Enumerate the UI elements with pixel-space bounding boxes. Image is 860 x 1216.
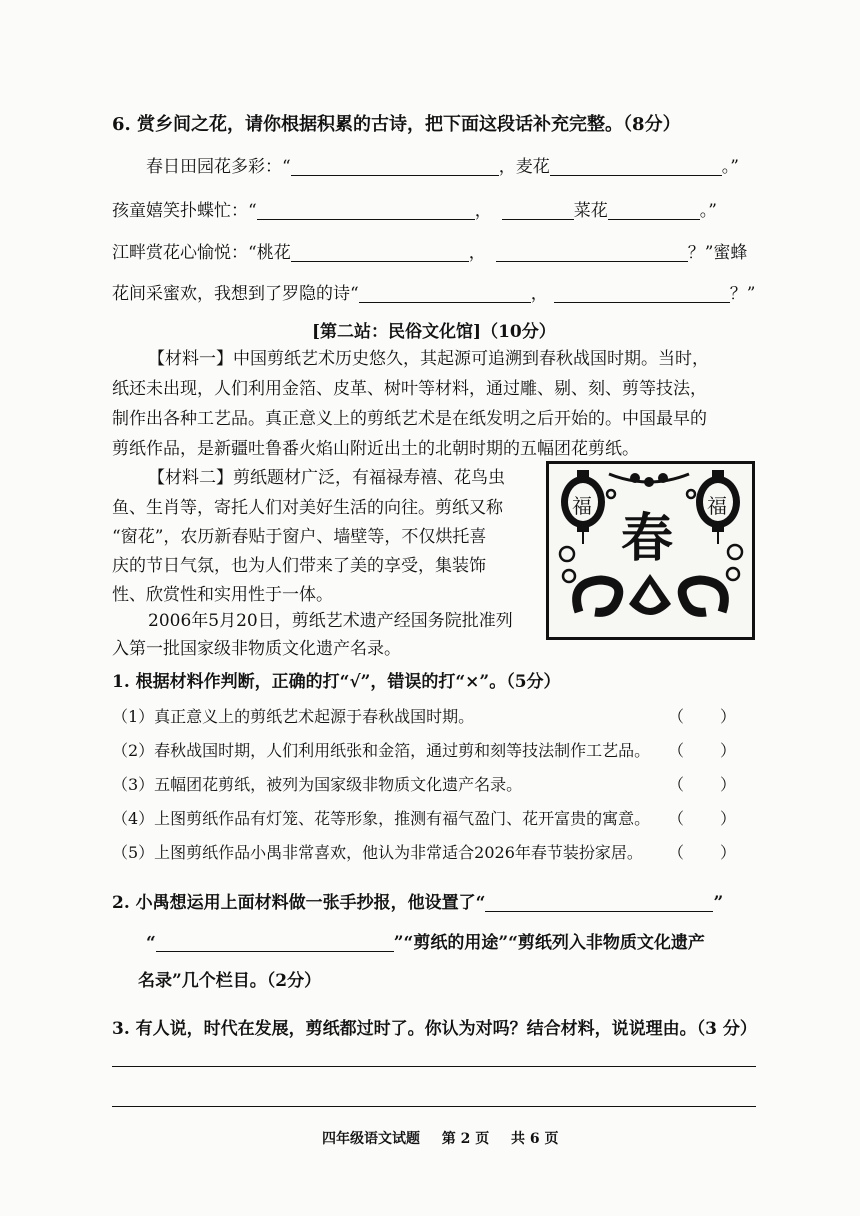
- paren-open: （: [668, 843, 685, 862]
- q6-line3-text-a: 江畔赏花心愉悦：“桃花: [112, 243, 291, 263]
- material1-line: 剪纸作品，是新疆吐鲁番火焰山附近出土的北朝时期的五幅团花剪纸。: [112, 439, 639, 459]
- q6-line2-text-c: 菜花: [573, 201, 608, 221]
- q6-line3-text-b: ，: [468, 243, 486, 263]
- answer-blank[interactable]: [550, 157, 722, 176]
- q2-line2-text: ”“剪纸的用途”“剪纸列入非物质文化遗产: [393, 933, 705, 953]
- material1-line: 制作出各种工艺品。真正意义上的剪纸艺术是在纸发明之后开始的。中国最早的: [112, 409, 707, 429]
- q2-line2: [146, 928, 705, 953]
- q6-line4-text-c: ？”: [729, 284, 756, 304]
- paren-open: （: [668, 809, 685, 828]
- answer-blank[interactable]: [502, 201, 574, 220]
- footer-total: 共 6 页: [511, 1131, 559, 1147]
- footer: [322, 1128, 559, 1148]
- answer-blank[interactable]: [257, 201, 475, 220]
- q1-item: （4）上图剪纸作品有灯笼、花等形象，推测有福气盈门、花开富贵的寓意。: [112, 809, 651, 828]
- ornament-icon: [577, 574, 725, 615]
- judgement-parens[interactable]: [668, 704, 736, 727]
- material2-line: “窗花”，农历新春贴于窗户、墙壁等，不仅烘托喜: [112, 527, 487, 547]
- paren-close: ）: [720, 843, 737, 862]
- answer-blank[interactable]: [496, 243, 688, 262]
- paren-open: （: [668, 775, 685, 794]
- q1-item: （5）上图剪纸作品小禺非常喜欢，他认为非常适合2026年春节装扮家居。: [112, 843, 643, 862]
- q6-line2-text-a: 孩童嬉笑扑蝶忙：“: [112, 201, 257, 221]
- q3-title: 3. 有人说，时代在发展，剪纸都过时了。你认为对吗？结合材料，说说理由。（3 分）: [112, 1019, 757, 1039]
- papercut-image: [546, 461, 755, 640]
- footer-subject: 四年级语文试题: [322, 1131, 420, 1147]
- answer-blank[interactable]: [554, 284, 730, 303]
- judgement-parens[interactable]: [668, 772, 736, 795]
- material2-line: 性、欣赏性和实用性于一体。: [112, 585, 333, 605]
- material3-line: 2006年5月20日，剪纸艺术遗产经国务院批准列: [148, 611, 513, 631]
- section-heading: [第二站：民俗文化馆]（10分）: [312, 322, 556, 342]
- paren-open: （: [668, 707, 685, 726]
- answer-blank[interactable]: [608, 201, 700, 220]
- answer-blank[interactable]: [291, 157, 499, 176]
- q6-line4-text-a: 花间采蜜欢，我想到了罗隐的诗“: [112, 284, 359, 304]
- q6-line2-text-b: ，: [474, 201, 492, 221]
- q1-item: （2）春秋战国时期，人们利用纸张和金箔，通过剪和刻等技法制作工艺品。: [112, 741, 651, 760]
- footer-page: 第 2 页: [441, 1131, 490, 1147]
- q6-line4-text-b: ，: [530, 284, 548, 304]
- q6-line3: [112, 238, 747, 263]
- answer-blank[interactable]: [156, 933, 394, 952]
- q6-title: 6. 赏乡间之花，请你根据积累的古诗，把下面这段话补充完整。（8分）: [112, 114, 681, 135]
- judgement-parens[interactable]: [668, 840, 736, 863]
- q6-line2: [112, 196, 717, 221]
- papercut-lantern-char: 福: [707, 494, 727, 518]
- material2-line: 鱼、生肖等，寄托人们对美好生活的向往。剪纸又称: [112, 498, 503, 518]
- papercut-center-char: 春: [621, 508, 674, 569]
- q1-title: 1. 根据材料作判断，正确的打“√”，错误的打“×”。（5分）: [112, 672, 561, 692]
- q1-item: （3）五幅团花剪纸，被列为国家级非物质文化遗产名录。: [112, 775, 523, 794]
- answer-blank[interactable]: [291, 243, 469, 262]
- material2-line: 【材料二】剪纸题材广泛，有福禄寿禧、花鸟虫: [148, 468, 505, 488]
- judgement-parens[interactable]: [668, 738, 736, 761]
- q6-line1: [146, 152, 739, 177]
- q6-line4: [112, 279, 755, 304]
- q2-close-quote: ”: [713, 893, 724, 913]
- paren-close: ）: [720, 707, 737, 726]
- q2-line3: 名录”几个栏目。（2分）: [138, 971, 322, 991]
- material2-line: 庆的节日气氛，也为人们带来了美的享受，集装饰: [112, 556, 486, 576]
- q6-line1-text-a: 春日田园花多彩：“: [146, 157, 291, 177]
- papercut-lantern-char: 福: [572, 494, 592, 518]
- answer-blank[interactable]: [485, 893, 713, 912]
- paren-close: ）: [720, 741, 737, 760]
- judgement-parens[interactable]: [668, 806, 736, 829]
- q2-line1: [112, 888, 723, 913]
- q6-line3-text-c: ？”蜜蜂: [687, 243, 748, 263]
- material1-line: 纸还未出现，人们利用金箔、皮革、树叶等材料，通过雕、剔、刻、剪等技法，: [112, 379, 707, 399]
- answer-blank[interactable]: [359, 284, 531, 303]
- q2-open-quote: “: [146, 933, 156, 953]
- q6-line1-text-c: 。”: [721, 157, 739, 177]
- q2-line1-text: 2. 小禺想运用上面材料做一张手抄报，他设置了“: [112, 893, 486, 913]
- answer-line[interactable]: [112, 1066, 756, 1067]
- material3-line: 入第一批国家级非物质文化遗产名录。: [112, 639, 401, 659]
- answer-line[interactable]: [112, 1106, 756, 1107]
- material1-line: 【材料一】中国剪纸艺术历史悠久，其起源可追溯到春秋战国时期。当时，: [148, 349, 709, 369]
- paren-open: （: [668, 741, 685, 760]
- paren-close: ）: [720, 775, 737, 794]
- q6-line1-text-b: ，麦花: [498, 157, 550, 177]
- q1-item: （1）真正意义上的剪纸艺术起源于春秋战国时期。: [112, 707, 475, 726]
- paren-close: ）: [720, 809, 737, 828]
- q6-line2-text-d: 。”: [699, 201, 717, 221]
